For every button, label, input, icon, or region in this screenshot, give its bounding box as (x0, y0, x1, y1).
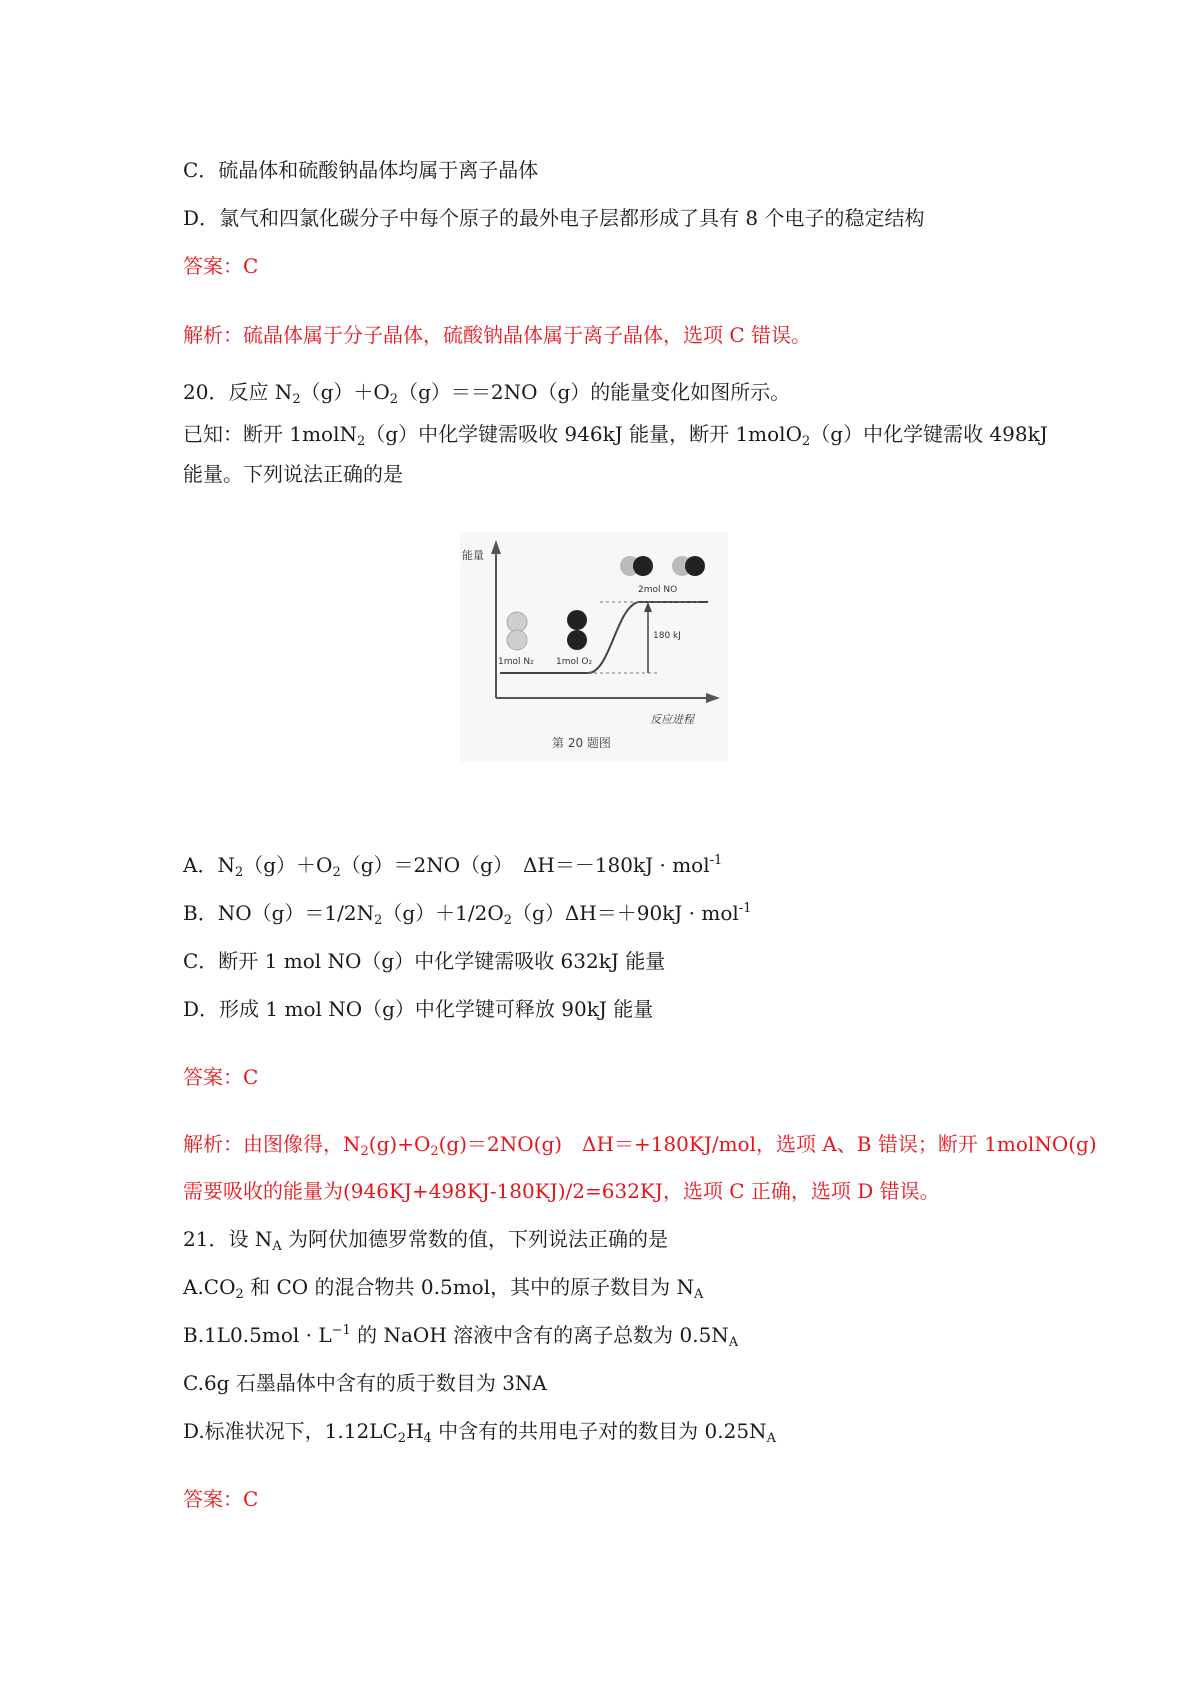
q19-option-d: D．氯气和四氯化碳分子中每个原子的最外电子层都形成了具有 8 个电子的稳定结构 (183, 206, 925, 230)
q21-answer: 答案：C (183, 1487, 259, 1511)
energy-diagram (460, 532, 728, 762)
no1-o-atom-icon (633, 556, 653, 576)
q21-option-b: $B.1L0.5mol \cdot L^{-1}$ 的 NaOH 溶液中含有的离子总数为 $0.5N_A$ (183, 1323, 739, 1350)
energy-diagram-figure (460, 532, 728, 762)
n2-atom-bottom-icon (507, 630, 527, 650)
o2-atom-bottom-icon (567, 630, 587, 650)
q20-option-d: D．形成 1 mol NO（g）中化学键可释放 90kJ 能量 (183, 997, 654, 1021)
q20-answer: 答案：C (183, 1065, 259, 1089)
q20-option-c: C．断开 1 mol NO（g）中化学键需吸收 632kJ 能量 (183, 949, 666, 973)
delta-h-label: 180 kJ (653, 631, 681, 641)
q20-analysis-line1: 解析：由图像得，$N_2(g)+O_2(g)=2NO(g)$ ΔH＝+180KJ/mol，选项 A、B 错误；断开 1molNO(g) (183, 1132, 1097, 1159)
n2-atom-top-icon (507, 612, 527, 632)
q20-option-b: B．$NO(g)=1/2N_2(g)+1/2O_2(g)\Delta H=+90kJ \cdot mol^{-1}$ (183, 901, 752, 928)
x-axis-label: 反应进程 (650, 713, 694, 726)
q21-option-a: $A.CO_2$ 和 CO 的混合物共 0.5mol，其中的原子数目为 $N_A$ (183, 1275, 704, 1302)
q20-option-a: A．$N_2(g)+O_2(g)=2NO(g)$ ΔH＝－180kJ · mol$^{-1}$ (183, 853, 723, 880)
q20-known: 已知：断开 1molN$_2$（g）中化学键需吸收 946kJ 能量，断开 1molO$_2$（g）中化学键需收 498kJ (183, 422, 1048, 449)
q21-stem: 21．设 $N_A$ 为阿伏加德罗常数的值，下列说法正确的是 (183, 1227, 669, 1254)
figure-caption: 第 20 题图 (552, 736, 611, 750)
q20-known-cont: 能量。下列说法正确的是 (183, 462, 403, 486)
q20-stem: 20．反应 $N_2(g)+O_2(g)==2NO(g)$的能量变化如图所示。 (183, 380, 791, 407)
q21-option-d: D.标准状况下，$1.12LC_2H_4$ 中含有的共用电子对的数目为 $0.25N_A$ (183, 1419, 776, 1446)
no-label: 2mol NO (638, 585, 678, 595)
q19-analysis: 解析：硫晶体属于分子晶体，硫酸钠晶体属于离子晶体，选项 C 错误。 (183, 323, 812, 347)
o2-label: 1mol O₂ (556, 657, 593, 667)
q20-analysis-line2: 需要吸收的能量为(946KJ+498KJ-180KJ)/2=632KJ，选项 C 正确，选项 D 错误。 (183, 1179, 940, 1203)
q19-answer: 答案：C (183, 254, 259, 278)
y-axis-label: 能量 (462, 549, 484, 562)
o2-atom-top-icon (567, 610, 587, 630)
n2-label: 1mol N₂ (498, 657, 534, 667)
no2-o-atom-icon (685, 556, 705, 576)
q19-option-c: C．硫晶体和硫酸钠晶体均属于离子晶体 (183, 158, 539, 182)
q21-option-c: C.6g 石墨晶体中含有的质于数目为 3NA (183, 1371, 547, 1395)
